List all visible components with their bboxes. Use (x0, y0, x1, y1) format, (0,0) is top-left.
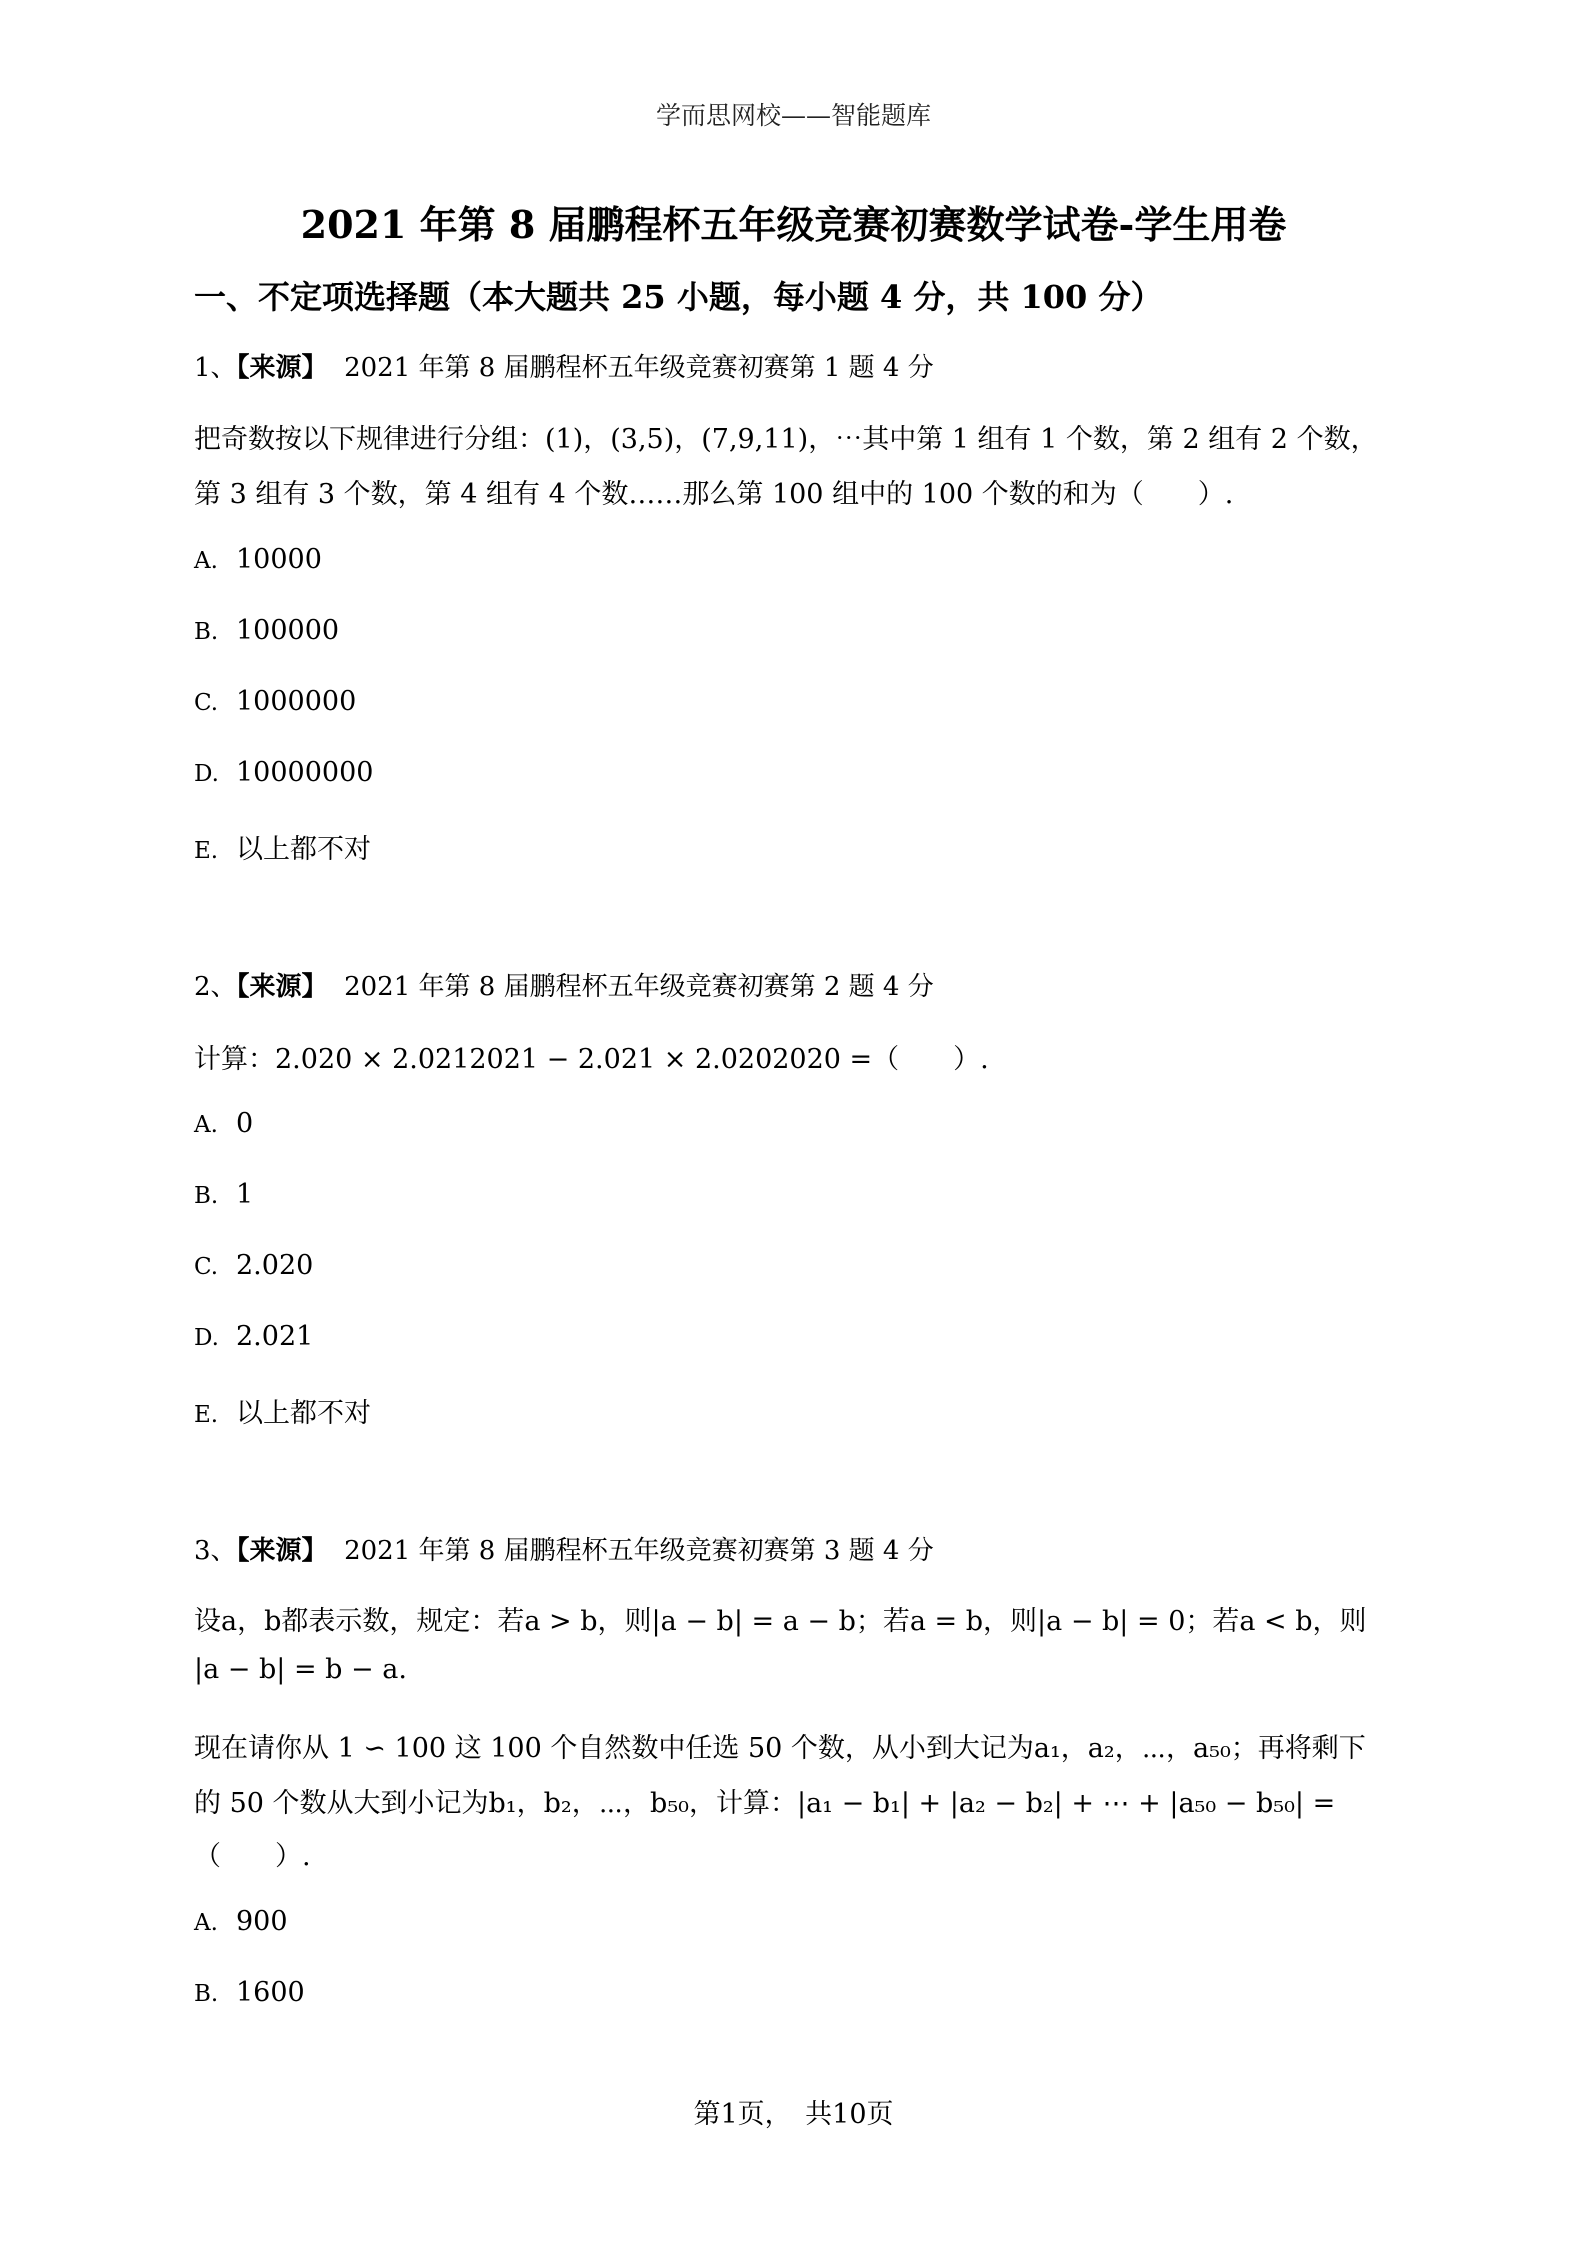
question-2-option-d (194, 1321, 313, 1352)
question-2-option-a (194, 1108, 253, 1139)
question-source: 2021 年第 8 届鹏程杯五年级竞赛初赛第 3 题 4 分 (344, 1536, 934, 1566)
question-2-header (194, 966, 934, 1003)
question-source: 2021 年第 8 届鹏程杯五年级竞赛初赛第 2 题 4 分 (344, 972, 934, 1002)
question-source: 2021 年第 8 届鹏程杯五年级竞赛初赛第 1 题 4 分 (344, 353, 934, 383)
question-1-option-d (194, 757, 373, 788)
option-text: 0 (236, 1108, 254, 1139)
question-number: 1、 (194, 353, 237, 383)
question-1-stem-line-2: 第 3 组有 3 个数，第 4 组有 4 个数……那么第 100 组中的 100 个数的和为（ ）. (194, 479, 1234, 510)
option-letter: B. (194, 619, 219, 645)
option-letter: B. (194, 1981, 219, 2007)
question-3-stem-line-5: （ ）. (194, 1841, 311, 1872)
option-text: 2.021 (236, 1321, 314, 1352)
question-1-stem-line-1: 把奇数按以下规律进行分组：(1)，(3,5)，(7,9,11)，⋯其中第 1 组有 1 个数，第 2 组有 2 个数， (194, 424, 1378, 455)
page-header: 学而思网校——智能题库 (655, 101, 931, 130)
question-3-option-b (194, 1977, 305, 2008)
question-1-option-e (194, 827, 371, 866)
question-2-option-c (194, 1250, 313, 1281)
question-3-header (194, 1530, 934, 1567)
source-label: 【来源】 (236, 353, 328, 383)
option-letter: E. (194, 1402, 219, 1428)
source-label: 【来源】 (236, 1536, 328, 1566)
question-number: 3、 (194, 1536, 237, 1566)
option-text: 1000000 (236, 686, 357, 717)
question-3-stem-line-2: |a − b| = b − a. (194, 1654, 407, 1685)
question-3-stem-line-4: 的 50 个数从大到小记为b₁，b₂，⋯，b₅₀，计算：|a₁ − b₁| + |a₂ − b₂| + ⋯ + |a₅₀ − b₅₀| = (194, 1788, 1336, 1819)
option-text: 2.020 (236, 1250, 314, 1281)
option-text: 1600 (236, 1977, 305, 2008)
question-1-option-a (194, 544, 322, 575)
option-text: 以上都不对 (236, 834, 371, 865)
option-text: 10000 (236, 544, 322, 575)
question-2-option-e (194, 1391, 371, 1430)
option-text: 1 (236, 1179, 254, 1210)
question-number: 2、 (194, 972, 237, 1002)
option-letter: E. (194, 838, 219, 864)
question-2-stem-line-1: 计算：2.020 × 2.0212021 − 2.021 × 2.0202020 =（ ）. (194, 1044, 989, 1075)
option-letter: A. (194, 1112, 218, 1138)
option-letter: B. (194, 1183, 219, 1209)
question-1-option-c (194, 686, 356, 717)
option-text: 100000 (236, 615, 340, 646)
option-letter: A. (194, 548, 218, 574)
source-label: 【来源】 (236, 972, 328, 1002)
option-text: 以上都不对 (236, 1398, 371, 1429)
question-3-stem-line-1: 设a，b都表示数，规定：若a > b，则|a − b| = a − b；若a = b，则|a − b| = 0；若a < b，则 (194, 1606, 1367, 1637)
question-2-option-b (194, 1179, 253, 1210)
option-letter: D. (194, 1325, 219, 1351)
option-letter: C. (194, 1254, 219, 1280)
option-letter: D. (194, 761, 219, 787)
page-title: 2021 年第 8 届鹏程杯五年级竞赛初赛数学试卷-学生用卷 (300, 202, 1287, 247)
page-footer: 第1页， 共10页 (693, 2099, 894, 2130)
question-1-option-b (194, 615, 339, 646)
question-1-header (194, 347, 934, 384)
option-text: 900 (236, 1906, 288, 1937)
question-3-stem-line-3: 现在请你从 1 ∽ 100 这 100 个自然数中任选 50 个数，从小到大记为a₁，a₂，⋯，a₅₀；再将剩下 (194, 1733, 1366, 1764)
section-title: 一、不定项选择题（本大题共 25 小题，每小题 4 分，共 100 分） (194, 278, 1163, 316)
option-text: 10000000 (236, 757, 374, 788)
option-letter: C. (194, 690, 219, 716)
question-3-option-a (194, 1906, 288, 1937)
option-letter: A. (194, 1910, 218, 1936)
